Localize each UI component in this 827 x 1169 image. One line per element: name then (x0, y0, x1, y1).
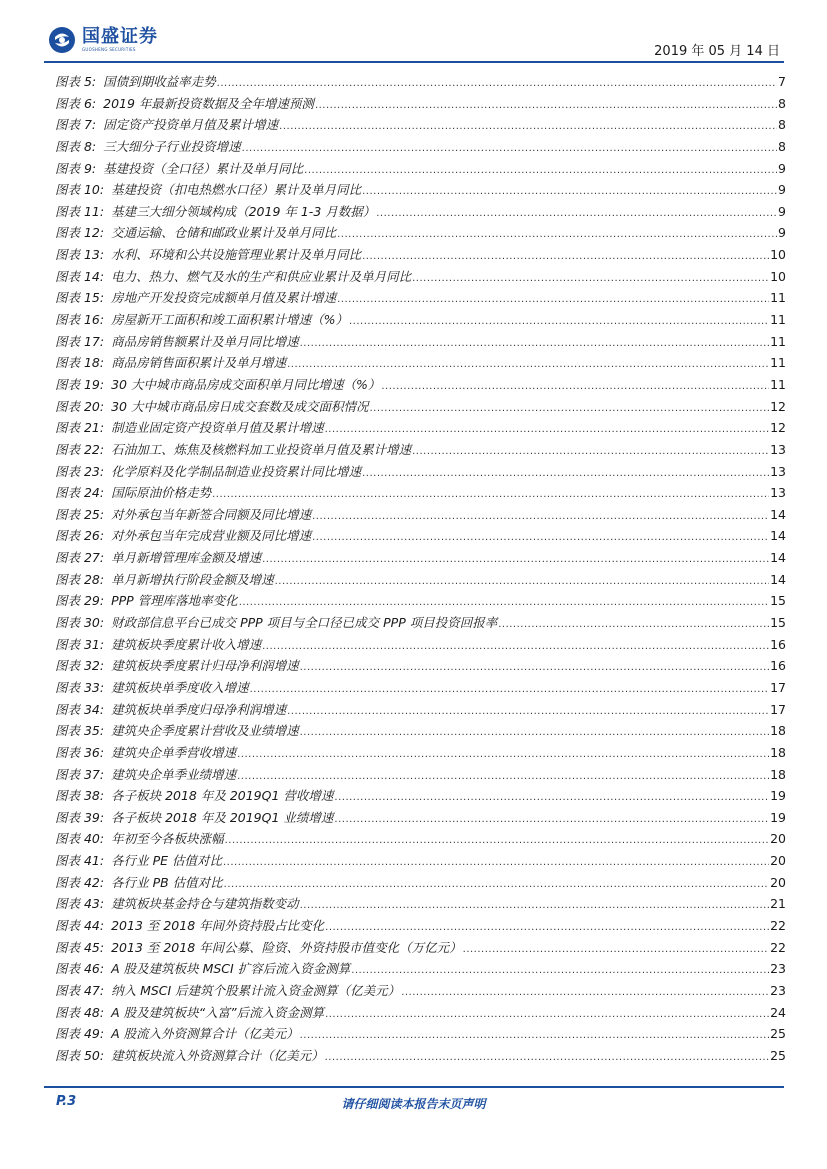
toc-entry[interactable] (55, 288, 786, 310)
toc-entry-title: 建筑板块流入外资测算合计（亿美元） (111, 1047, 324, 1063)
page-number: P.3 (56, 1094, 77, 1109)
toc-leader-dots (362, 251, 769, 262)
toc-entry-page: 12 (770, 420, 786, 436)
toc-entry-page: 17 (770, 701, 786, 717)
brand-name: 国盛证券 (82, 26, 158, 47)
toc-entry-page: 7 (778, 74, 786, 89)
toc-entry-page: 13 (770, 441, 786, 457)
toc-entry-title: 2019 年最新投资数据及全年增速预测 (103, 95, 314, 111)
toc-entry-page: 21 (770, 896, 786, 912)
toc-entry-label: 图表 14: (55, 268, 105, 284)
toc-entry[interactable] (55, 656, 786, 678)
toc-entry-label: 图表 7: (55, 117, 97, 133)
toc-entry-title: 水利、环境和公共设施管理业累计及单月同比 (111, 247, 362, 263)
toc-entry-page: 16 (770, 636, 786, 652)
toc-entry[interactable] (55, 873, 786, 895)
toc-entry[interactable] (55, 808, 786, 830)
toc-entry-label: 图表 41: (55, 853, 105, 869)
toc-entry-title: 国际原油价格走势 (111, 485, 212, 501)
toc-leader-dots (223, 857, 769, 868)
toc-entry[interactable] (55, 635, 786, 657)
toc-entry-page: 11 (770, 312, 786, 328)
toc-entry-title: 国债到期收益率走势 (103, 74, 216, 89)
header-divider (44, 61, 784, 63)
toc-entry-page: 20 (770, 853, 786, 869)
toc-entry-page: 15 (770, 593, 786, 609)
toc-entry-title: 建筑板块单季度归母净利润增速 (111, 701, 287, 717)
toc-entry[interactable] (55, 115, 786, 137)
toc-entry-page: 25 (770, 1047, 786, 1063)
toc-entry[interactable] (55, 765, 786, 787)
toc-entry-label: 图表 11: (55, 203, 105, 219)
toc-leader-dots (279, 121, 777, 132)
toc-leader-dots (300, 727, 769, 738)
toc-entry-page: 9 (778, 203, 786, 219)
toc-entry[interactable] (55, 353, 786, 375)
toc-leader-dots (212, 489, 769, 500)
brand-logo-icon (48, 26, 76, 54)
toc-entry[interactable] (55, 1024, 786, 1046)
toc-entry-label: 图表 5: (55, 74, 97, 89)
toc-leader-dots (334, 814, 769, 825)
toc-entry[interactable] (55, 180, 786, 202)
toc-entry-title: 年初至今各板块涨幅 (111, 831, 224, 847)
toc-entry-title: 30 大中城市商品房成交面积单月同比增速（%） (111, 376, 381, 392)
toc-entry-page: 11 (770, 355, 786, 371)
toc-leader-dots (239, 597, 769, 608)
toc-leader-dots (376, 208, 777, 219)
disclaimer-note: 请仔细阅读本报告末页声明 (341, 1097, 486, 1111)
toc-leader-dots (315, 100, 777, 111)
toc-entry-title: 基建三大细分领域构成（2019 年 1-3 月数据） (111, 203, 376, 219)
toc-entry-title: 建筑板块基金持仓与建筑指数变动 (111, 896, 299, 912)
toc-entry-page: 15 (770, 615, 786, 631)
toc-entry-label: 图表 43: (55, 896, 105, 912)
toc-entry-label: 图表 37: (55, 766, 105, 782)
toc-entry-label: 图表 39: (55, 809, 105, 825)
toc-entry-page: 17 (770, 679, 786, 695)
toc-entry-title: 固定资产投资单月值及累计增速 (103, 117, 279, 133)
toc-entry-label: 图表 20: (55, 398, 105, 414)
toc-entry-label: 图表 6: (55, 95, 97, 111)
toc-leader-dots (237, 749, 769, 760)
toc-entry-page: 11 (770, 376, 786, 392)
toc-entry-page: 18 (770, 723, 786, 739)
toc-entry-label: 图表 31: (55, 636, 105, 652)
toc-entry[interactable] (55, 159, 786, 181)
toc-leader-dots (369, 403, 769, 414)
toc-entry-title: 各行业 PB 估值对比 (111, 874, 223, 890)
toc-entry-title: 化学原料及化学制品制造业投资累计同比增速 (111, 463, 362, 479)
toc-leader-dots (275, 576, 769, 587)
toc-entry-label: 图表 8: (55, 138, 97, 154)
brand-logo (48, 26, 158, 54)
toc-entry-page: 14 (770, 528, 786, 544)
toc-leader-dots (287, 359, 769, 370)
toc-entry[interactable] (55, 223, 786, 245)
toc-leader-dots (250, 684, 769, 695)
toc-leader-dots (224, 879, 769, 890)
toc-leader-dots (237, 771, 769, 782)
toc-entry[interactable] (55, 548, 786, 570)
toc-leader-dots (334, 792, 769, 803)
toc-leader-dots (412, 273, 769, 284)
toc-entry-title: 2013 至 2018 年间公募、险资、外资持股市值变化（万亿元） (111, 939, 462, 955)
toc-entry-page: 9 (778, 182, 786, 198)
toc-leader-dots (300, 662, 769, 673)
toc-entry[interactable] (55, 526, 786, 548)
toc-entry[interactable] (55, 700, 786, 722)
toc-entry-page: 8 (778, 138, 786, 154)
toc-leader-dots (217, 78, 777, 89)
toc-entry-page: 16 (770, 658, 786, 674)
toc-entry-title: 建筑央企单季业绩增速 (111, 766, 237, 782)
toc-entry-title: 交通运输、仓储和邮政业累计及单月同比 (111, 225, 337, 241)
toc-entry-label: 图表 22: (55, 441, 105, 457)
toc-entry-title: 各行业 PE 估值对比 (111, 853, 222, 869)
toc-entry-title: 商品房销售额累计及单月同比增速 (111, 333, 299, 349)
toc-entry[interactable] (55, 94, 786, 116)
toc-entry[interactable] (55, 332, 786, 354)
toc-entry-title: 三大细分子行业投资增速 (103, 138, 241, 154)
toc-entry-label: 图表 30: (55, 615, 105, 631)
toc-leader-dots (325, 424, 769, 435)
toc-entry-page: 18 (770, 766, 786, 782)
toc-entry[interactable] (55, 310, 786, 332)
toc-entry-page: 19 (770, 788, 786, 804)
toc-entry-page: 22 (770, 939, 786, 955)
toc-entry[interactable] (55, 397, 786, 419)
toc-entry-label: 图表 33: (55, 679, 105, 695)
toc-entry-title: 建筑央企单季营收增速 (111, 744, 237, 760)
toc-leader-dots (262, 554, 769, 565)
toc-leader-dots (312, 532, 769, 543)
toc-entry-page: 10 (770, 268, 786, 284)
toc-entry-title: 30 大中城市商品房日成交套数及成交面积情况 (111, 398, 369, 414)
toc-entry-page: 8 (778, 95, 786, 111)
toc-entry-title: 单月新增执行阶段金额及增速 (111, 571, 274, 587)
toc-entry-title: 财政部信息平台已成交 PPP 项目与全口径已成交 PPP 项目投资回报率 (111, 615, 498, 631)
toc-entry-title: 房屋新开工面积和竣工面积累计增速（%） (111, 312, 348, 328)
toc-entry-label: 图表 9: (55, 160, 97, 176)
toc-entry[interactable] (55, 894, 786, 916)
footer-divider (44, 1086, 784, 1088)
toc-leader-dots (225, 835, 769, 846)
toc-entry-title: 对外承包当年新签合同额及同比增速 (111, 506, 312, 522)
toc-entry[interactable] (55, 786, 786, 808)
toc-entry-page: 12 (770, 398, 786, 414)
toc-entry-page: 11 (770, 290, 786, 306)
toc-entry-title: 各子板块 2018 年及 2019Q1 营收增速 (111, 788, 334, 804)
toc-entry-label: 图表 28: (55, 571, 105, 587)
brand-subtitle: GUOSHENG SECURITIES (82, 47, 136, 52)
toc-entry[interactable] (55, 375, 786, 397)
toc-entry-page: 23 (770, 961, 786, 977)
toc-entry-label: 图表 18: (55, 355, 105, 371)
toc-entry-label: 图表 26: (55, 528, 105, 544)
toc-entry-page: 14 (770, 550, 786, 566)
toc-entry-page: 18 (770, 744, 786, 760)
toc-entry-label: 图表 35: (55, 723, 105, 739)
toc-entry-title: 纳入 MSCI 后建筑个股累计流入资金测算（亿美元） (111, 982, 401, 998)
toc-entry[interactable] (55, 505, 786, 527)
toc-leader-dots (349, 316, 769, 327)
toc-entry-label: 图表 50: (55, 1047, 105, 1063)
toc-entry-label: 图表 19: (55, 376, 105, 392)
toc-entry-title: 各子板块 2018 年及 2019Q1 业绩增速 (111, 809, 334, 825)
toc-entry[interactable] (55, 1046, 786, 1068)
toc-leader-dots (287, 706, 769, 717)
toc-entry-label: 图表 29: (55, 593, 105, 609)
toc-entry[interactable] (55, 483, 786, 505)
toc-leader-dots (401, 987, 769, 998)
toc-entry-title: 建筑板块单季度收入增速 (111, 679, 249, 695)
toc-entry-label: 图表 44: (55, 917, 105, 933)
toc-entry-title: 商品房销售面积累计及单月增速 (111, 355, 287, 371)
toc-entry-label: 图表 21: (55, 420, 105, 436)
toc-entry[interactable] (55, 721, 786, 743)
toc-entry-page: 10 (770, 247, 786, 263)
toc-leader-dots (362, 468, 769, 479)
toc-entry-label: 图表 38: (55, 788, 105, 804)
toc-entry-label: 图表 15: (55, 290, 105, 306)
toc-entry[interactable] (55, 267, 786, 289)
toc-entry-label: 图表 13: (55, 247, 105, 263)
toc-entry[interactable] (55, 418, 786, 440)
toc-entry-label: 图表 27: (55, 550, 105, 566)
toc-entry-page: 19 (770, 809, 786, 825)
toc-entry-title: 石油加工、炼焦及核燃料加工业投资单月值及累计增速 (111, 441, 412, 457)
toc-entry-label: 图表 48: (55, 1004, 105, 1020)
toc-entry-page: 14 (770, 571, 786, 587)
toc-entry-title: 对外承包当年完成营业额及同比增速 (111, 528, 312, 544)
toc-leader-dots (304, 165, 777, 176)
toc-entry[interactable] (55, 570, 786, 592)
toc-entry-page: 14 (770, 506, 786, 522)
toc-entry-label: 图表 42: (55, 874, 105, 890)
toc-entry[interactable] (55, 851, 786, 873)
toc-entry-page: 13 (770, 485, 786, 501)
toc-entry-title: 建筑板块季度累计归母净利润增速 (111, 658, 299, 674)
toc-entry[interactable] (55, 613, 786, 635)
toc-leader-dots (362, 186, 777, 197)
toc-entry-label: 图表 12: (55, 225, 105, 241)
toc-entry-label: 图表 10: (55, 182, 105, 198)
toc-leader-dots (337, 229, 777, 240)
toc-entry-label: 图表 16: (55, 312, 105, 328)
toc-leader-dots (463, 944, 769, 955)
toc-leader-dots (300, 900, 769, 911)
toc-entry-label: 图表 36: (55, 744, 105, 760)
toc-entry[interactable] (55, 245, 786, 267)
toc-entry-title: 房地产开发投资完成额单月值及累计增速 (111, 290, 337, 306)
toc-entry[interactable] (55, 678, 786, 700)
toc-leader-dots (325, 1009, 769, 1020)
toc-entry-label: 图表 47: (55, 982, 105, 998)
toc-leader-dots (351, 965, 769, 976)
toc-leader-dots (412, 446, 769, 457)
toc-entry-page: 23 (770, 982, 786, 998)
toc-leader-dots (325, 1052, 769, 1063)
toc-entry-label: 图表 32: (55, 658, 105, 674)
toc-leader-dots (325, 922, 769, 933)
toc-leader-dots (300, 1030, 769, 1041)
toc-entry-label: 图表 49: (55, 1026, 105, 1042)
toc-leader-dots (337, 294, 769, 305)
toc-entry[interactable] (55, 1003, 786, 1025)
toc-entry-title: 建筑板块季度累计收入增速 (111, 636, 262, 652)
toc-leader-dots (381, 381, 769, 392)
toc-entry[interactable] (55, 959, 786, 981)
toc-entry[interactable] (55, 829, 786, 851)
toc-entry-label: 图表 34: (55, 701, 105, 717)
report-date: 2019 年 05 月 14 日 (654, 44, 780, 59)
toc-entry-label: 图表 40: (55, 831, 105, 847)
toc-entry-title: A 股流入外资测算合计（亿美元） (111, 1026, 299, 1042)
toc-entry-title: A 股及建筑板块“入富”后流入资金测算 (111, 1004, 325, 1020)
toc-entry[interactable] (55, 137, 786, 159)
toc-leader-dots (312, 511, 769, 522)
toc-leader-dots (300, 338, 769, 349)
toc-entry[interactable] (55, 916, 786, 938)
toc-entry-title: A 股及建筑板块 MSCI 扩容后流入资金测算 (111, 961, 351, 977)
toc-entry-page: 9 (778, 225, 786, 241)
toc-entry-page: 22 (770, 917, 786, 933)
toc-leader-dots (242, 143, 777, 154)
toc-entry-page: 9 (778, 160, 786, 176)
toc-entry-page: 25 (770, 1026, 786, 1042)
toc-leader-dots (262, 641, 769, 652)
toc-entry-title: PPP 管理库落地率变化 (111, 593, 238, 609)
toc-entry-label: 图表 23: (55, 463, 105, 479)
toc-entry[interactable] (55, 938, 786, 960)
toc-entry[interactable] (55, 743, 786, 765)
toc-entry-page: 8 (778, 117, 786, 133)
toc-entry-page: 13 (770, 463, 786, 479)
toc-entry-label: 图表 46: (55, 961, 105, 977)
toc-entry[interactable] (55, 591, 786, 613)
toc-entry-title: 电力、热力、燃气及水的生产和供应业累计及单月同比 (111, 268, 412, 284)
page-header (44, 22, 784, 66)
toc-entry[interactable] (55, 440, 786, 462)
toc-entry-title: 基建投资（扣电热燃水口径）累计及单月同比 (111, 182, 362, 198)
toc-entry-page: 11 (770, 333, 786, 349)
toc-entry-page: 20 (770, 831, 786, 847)
toc-entry[interactable] (55, 981, 786, 1003)
toc-entry-title: 基建投资（全口径）累计及单月同比 (103, 160, 304, 176)
toc-entry-title: 建筑央企季度累计营收及业绩增速 (111, 723, 299, 739)
toc-entry-page: 20 (770, 874, 786, 890)
toc-entry-page: 24 (770, 1004, 786, 1020)
toc-entry[interactable] (55, 72, 786, 94)
toc-leader-dots (498, 619, 769, 630)
toc-entry-label: 图表 25: (55, 506, 105, 522)
toc-entry-label: 图表 17: (55, 333, 105, 349)
toc-entry-title: 制造业固定资产投资单月值及累计增速 (111, 420, 324, 436)
toc-entry[interactable] (55, 202, 786, 224)
toc-entry-title: 2013 至 2018 年间外资持股占比变化 (111, 917, 325, 933)
toc-entry-label: 图表 24: (55, 485, 105, 501)
toc-entry[interactable] (55, 462, 786, 484)
toc-entry-label: 图表 45: (55, 939, 105, 955)
figure-list (55, 72, 786, 1067)
toc-entry-title: 单月新增管理库金额及增速 (111, 550, 262, 566)
